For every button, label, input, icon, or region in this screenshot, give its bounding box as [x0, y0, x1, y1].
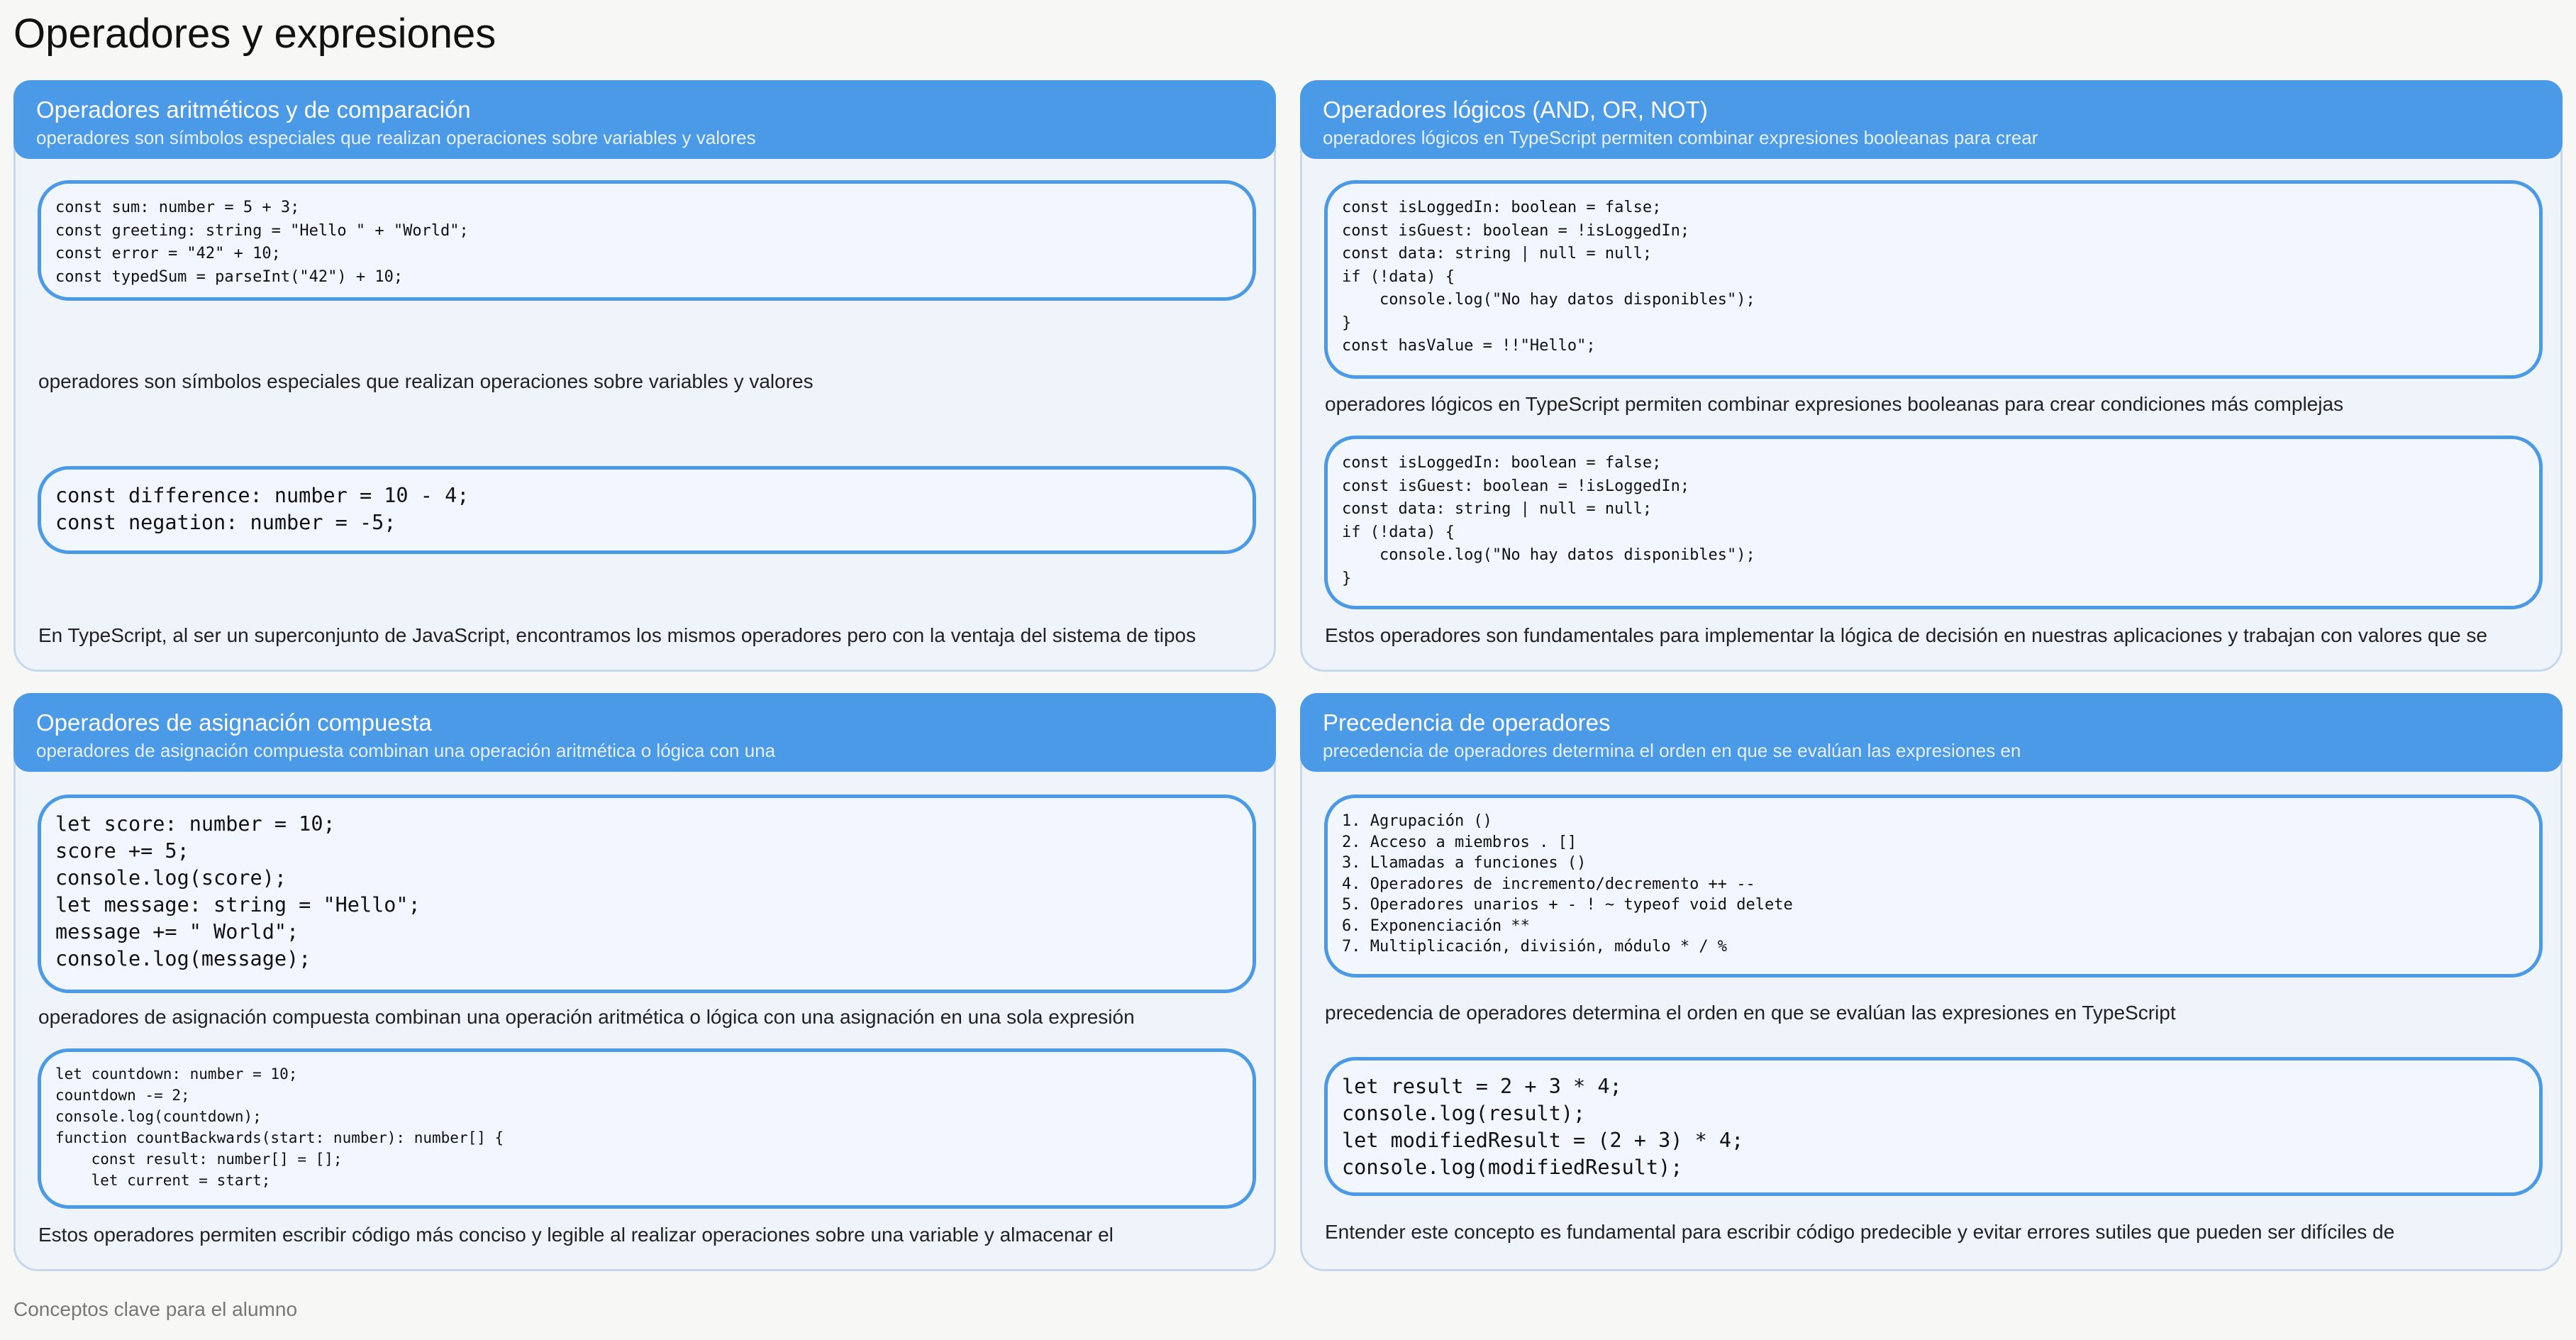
card-subtitle: precedencia de operadores determina el orden en que se evalúan las expresiones en	[1323, 740, 2021, 761]
description-text: operadores son símbolos especiales que realizan operaciones sobre variables y valores	[38, 370, 814, 392]
card-logical-operators	[1300, 80, 2563, 672]
description-text: Estos operadores permiten escribir código más conciso y legible al realizar operaciones sobre una variable y almacenar el	[38, 1224, 1114, 1246]
code-block: const difference: number = 10 - 4; const negation: number = -5;	[38, 466, 1256, 554]
card-header	[1300, 693, 2563, 772]
page-title: Operadores y expresiones	[13, 11, 496, 57]
description-text: operadores de asignación compuesta combinan una operación aritmética o lógica con una asignación en una sola expresión	[38, 1006, 1135, 1028]
card-header	[1300, 80, 2563, 159]
card-header	[13, 693, 1276, 772]
card-subtitle: operadores lógicos en TypeScript permiten combinar expresiones booleanas para crear	[1323, 127, 2038, 148]
code-block: let countdown: number = 10; countdown -= 2; console.log(countdown); function countBackwards(start: number): number[] { const result: number[] = []; let current = start;	[38, 1048, 1256, 1209]
card-title: Operadores de asignación compuesta	[36, 709, 432, 736]
card-subtitle: operadores son símbolos especiales que realizan operaciones sobre variables y valores	[36, 127, 756, 148]
code-block: const isLoggedIn: boolean = false; const isGuest: boolean = !isLoggedIn; const data: string | null = null; if (!data) { console.log("No hay datos disponibles"); }	[1324, 436, 2543, 609]
description-text: Estos operadores son fundamentales para implementar la lógica de decisión en nuestras aplicaciones y trabajan con valores que se	[1325, 624, 2487, 646]
code-block: 1. Agrupación () 2. Acceso a miembros . [] 3. Llamadas a funciones () 4. Operadores de incremento/decremento ++ -- 5. Operadores unarios + - ! ~ typeof void delete 6. Exponenciación ** 7. Multiplicación, división, módulo * / %	[1324, 794, 2543, 978]
card-title: Operadores lógicos (AND, OR, NOT)	[1323, 96, 1708, 123]
card-header	[13, 80, 1276, 159]
card-title: Operadores aritméticos y de comparación	[36, 96, 471, 123]
description-text: Entender este concepto es fundamental para escribir código predecible y evitar errores sutiles que pueden ser difíciles de	[1325, 1221, 2395, 1243]
card-subtitle: operadores de asignación compuesta combinan una operación aritmética o lógica con una	[36, 740, 776, 761]
description-text: precedencia de operadores determina el orden en que se evalúan las expresiones en TypeScript	[1325, 1002, 2176, 1024]
card-title: Precedencia de operadores	[1323, 709, 1611, 736]
code-block: const sum: number = 5 + 3; const greeting: string = "Hello " + "World"; const error = "42" + 10; const typedSum = parseInt("42") + 10;	[38, 180, 1256, 301]
description-text: En TypeScript, al ser un superconjunto de JavaScript, encontramos los mismos operadores pero con la ventaja del sistema de tipos	[38, 624, 1197, 646]
code-block: let result = 2 + 3 * 4; console.log(result); let modifiedResult = (2 + 3) * 4; console.log(modifiedResult);	[1324, 1057, 2543, 1196]
code-block: let score: number = 10; score += 5; console.log(score); let message: string = "Hello"; message += " World"; console.log(message);	[38, 794, 1256, 993]
card-compound-assignment	[13, 693, 1276, 1271]
footer-caption: Conceptos clave para el alumno	[13, 1298, 298, 1320]
description-text: operadores lógicos en TypeScript permiten combinar expresiones booleanas para crear condiciones más complejas	[1325, 393, 2344, 415]
card-operator-precedence	[1300, 693, 2563, 1271]
code-block: const isLoggedIn: boolean = false; const isGuest: boolean = !isLoggedIn; const data: string | null = null; if (!data) { console.log("No hay datos disponibles"); } const hasValue = !!"Hello";	[1324, 180, 2543, 379]
card-arithmetic-operators	[13, 80, 1276, 672]
